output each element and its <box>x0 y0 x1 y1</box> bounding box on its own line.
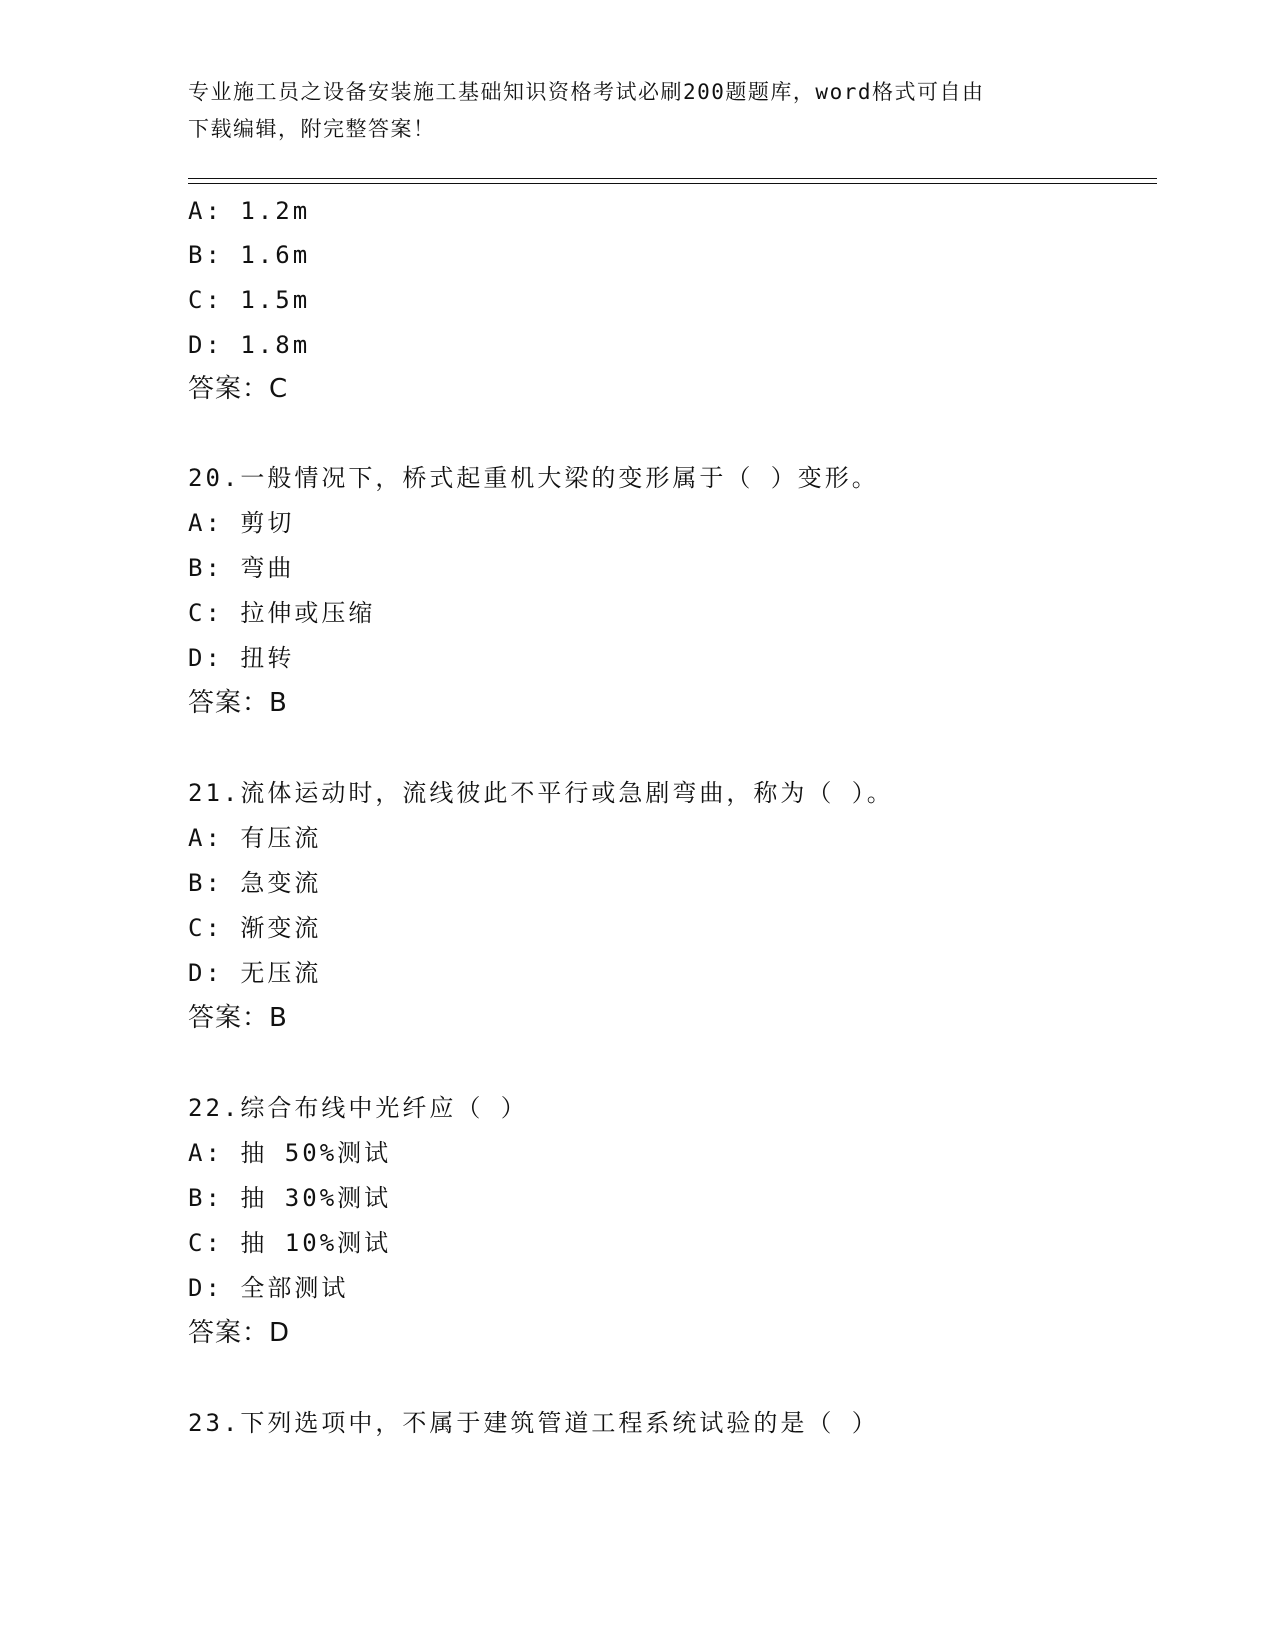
q21-answer: 答案：B <box>188 1003 288 1033</box>
q19-option-c: C: 1.5m <box>188 286 311 314</box>
q21-option-c: C: 渐变流 <box>188 914 322 942</box>
q20-option-c: C: 拉伸或压缩 <box>188 599 376 627</box>
q20-option-a: A: 剪切 <box>188 509 295 537</box>
q19-option-d: D: 1.8m <box>188 331 311 359</box>
q21-option-a: A: 有压流 <box>188 824 322 852</box>
q20-option-d: D: 扭转 <box>188 644 295 672</box>
q19-option-b: B: 1.6m <box>188 241 311 269</box>
q22-option-a: A: 抽 50%测试 <box>188 1139 392 1167</box>
q19-answer: 答案：C <box>188 374 289 404</box>
header-line-1: 专业施工员之设备安装施工基础知识资格考试必刷200题题库，word格式可自由 <box>188 80 985 104</box>
q23-question: 23.下列选项中，不属于建筑管道工程系统试验的是（ ） <box>188 1409 879 1437</box>
document-header <box>188 74 1088 148</box>
q22-option-d: D: 全部测试 <box>188 1274 349 1302</box>
q19-option-a: A: 1.2m <box>188 197 311 225</box>
q20-option-b: B: 弯曲 <box>188 554 295 582</box>
q21-question: 21.流体运动时，流线彼此不平行或急剧弯曲，称为（ ）。 <box>188 779 894 807</box>
header-line-2: 下载编辑，附完整答案！ <box>188 117 436 141</box>
q20-answer: 答案：B <box>188 688 288 718</box>
q22-answer: 答案：D <box>188 1318 291 1348</box>
q22-option-c: C: 抽 10%测试 <box>188 1229 392 1257</box>
header-divider-top <box>188 178 1157 179</box>
q20-question: 20.一般情况下，桥式起重机大梁的变形属于（ ）变形。 <box>188 464 879 492</box>
q21-option-b: B: 急变流 <box>188 869 322 897</box>
q22-option-b: B: 抽 30%测试 <box>188 1184 392 1212</box>
q22-question: 22.综合布线中光纤应（ ） <box>188 1094 528 1122</box>
header-divider-bottom <box>188 183 1157 184</box>
q21-option-d: D: 无压流 <box>188 959 322 987</box>
